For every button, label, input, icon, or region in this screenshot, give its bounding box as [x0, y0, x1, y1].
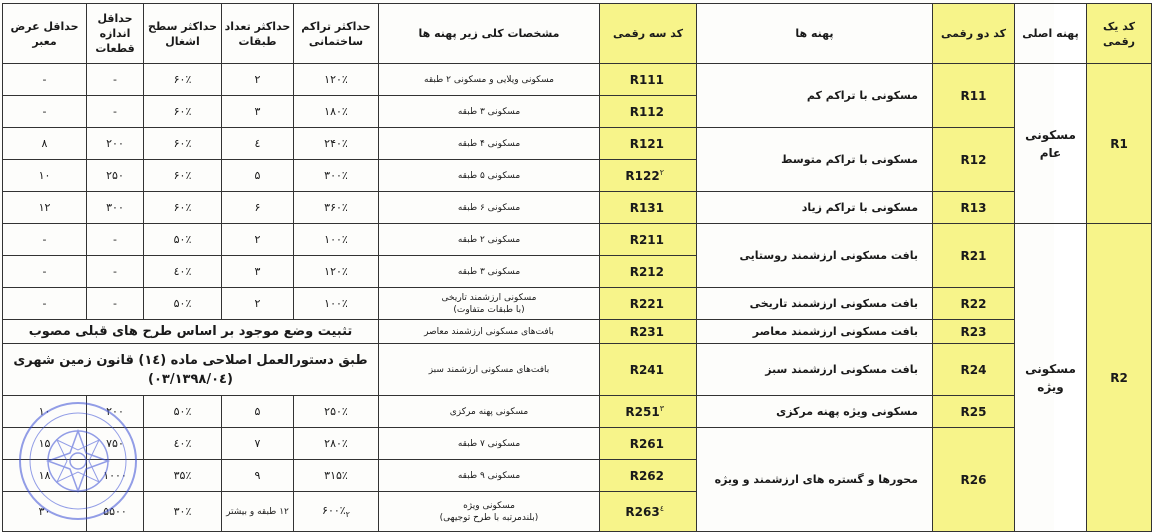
header-max-coverage: حداکثر سطح اشغال — [144, 4, 222, 64]
note-land-law-date: (۱۳۹۸/۰٤/۰۳) — [148, 371, 233, 387]
floors-r111: ۲ — [222, 64, 294, 96]
code2-r13: R13 — [933, 192, 1015, 224]
code3-r221: R221 — [600, 288, 697, 320]
spec-r262: مسکونی ۹ طبقه — [379, 460, 600, 492]
code3-r241: R241 — [600, 344, 697, 396]
density-r122: ۳۰۰٪ — [294, 160, 379, 192]
note-land-law — [3, 344, 379, 396]
plot-r211: - — [87, 224, 144, 256]
zone-r24: بافت مسکونی ارزشمند سبز — [697, 344, 933, 396]
spec-r221-line2: (با طبقات متفاوت) — [453, 304, 525, 315]
code3-r122 — [600, 160, 697, 192]
spec-r212: مسکونی ۳ طبقه — [379, 256, 600, 288]
road-r212: - — [3, 256, 87, 288]
table-row — [3, 224, 1152, 256]
coverage-r131: ۶۰٪ — [144, 192, 222, 224]
header-code3: کد سه رقمی — [600, 4, 697, 64]
density-r262: ۳۱۵٪ — [294, 460, 379, 492]
table-row — [3, 396, 1152, 428]
table-row — [3, 428, 1152, 460]
header-row — [3, 4, 1152, 64]
zone-r21: بافت مسکونی ارزشمند روستایی — [697, 224, 933, 288]
road-r121: ۸ — [3, 128, 87, 160]
spec-r241: بافت‌های مسکونی ارزشمند سبز — [379, 344, 600, 396]
code3-r112: R112 — [600, 96, 697, 128]
zone-r13: مسکونی با تراکم زیاد — [697, 192, 933, 224]
density-r131: ۳۶۰٪ — [294, 192, 379, 224]
floors-r251: ۵ — [222, 396, 294, 428]
plot-r112: - — [87, 96, 144, 128]
footnote-r251: ۳ — [659, 404, 664, 413]
code2-r12: R12 — [933, 128, 1015, 192]
spec-r221-line1: مسکونی ارزشمند تاریخی — [441, 292, 537, 303]
zone-r11: مسکونی با تراکم کم — [697, 64, 933, 128]
road-r262: ۱۸ — [3, 460, 87, 492]
coverage-r121: ۶۰٪ — [144, 128, 222, 160]
coverage-r251: ۵۰٪ — [144, 396, 222, 428]
density-r221: ۱۰۰٪ — [294, 288, 379, 320]
spec-r221 — [379, 288, 600, 320]
coverage-r221: ۵۰٪ — [144, 288, 222, 320]
floors-r263: ۱۲ طبقه و بیشتر — [222, 492, 294, 532]
footnote-r122: ۲ — [659, 168, 664, 177]
coverage-r261: ٤۰٪ — [144, 428, 222, 460]
code3-r251-label: R251 — [625, 405, 660, 419]
plot-r221: - — [87, 288, 144, 320]
spec-r263 — [379, 492, 600, 532]
header-zones: پهنه ها — [697, 4, 933, 64]
plot-r262: ۱۰۰۰ — [87, 460, 144, 492]
code3-r211: R211 — [600, 224, 697, 256]
road-r263: ۳۰ — [3, 492, 87, 532]
density-r212: ۱۲۰٪ — [294, 256, 379, 288]
road-r211: - — [3, 224, 87, 256]
table-row — [3, 344, 1152, 396]
spec-r231: بافت‌های مسکونی ارزشمند معاصر — [379, 320, 600, 344]
floors-r131: ۶ — [222, 192, 294, 224]
zone-r12: مسکونی با تراکم متوسط — [697, 128, 933, 192]
table-row — [3, 320, 1152, 344]
table-row — [3, 128, 1152, 160]
plot-r212: - — [87, 256, 144, 288]
code3-r212: R212 — [600, 256, 697, 288]
code3-r231: R231 — [600, 320, 697, 344]
floors-r121: ٤ — [222, 128, 294, 160]
plot-r251: ۲۰۰ — [87, 396, 144, 428]
code3-r122-label: R122 — [625, 169, 660, 183]
plot-r122: ۲۵۰ — [87, 160, 144, 192]
road-r221: - — [3, 288, 87, 320]
spec-r131: مسکونی ۶ طبقه — [379, 192, 600, 224]
density-r263 — [294, 492, 379, 532]
code3-r251 — [600, 396, 697, 428]
floors-r221: ۲ — [222, 288, 294, 320]
floors-r112: ۳ — [222, 96, 294, 128]
coverage-r211: ۵۰٪ — [144, 224, 222, 256]
main-zone-r2: مسکونی ویژه — [1015, 224, 1087, 532]
plot-r121: ۲۰۰ — [87, 128, 144, 160]
code2-r23: R23 — [933, 320, 1015, 344]
code2-r22: R22 — [933, 288, 1015, 320]
header-max-floors: حداکثر تعداد طبقات — [222, 4, 294, 64]
note-land-law-line1: طبق دستورالعمل اصلاحی ماده (۱٤) قانون زمین شهری — [13, 352, 368, 368]
code3-r131: R131 — [600, 192, 697, 224]
header-spec: مشخصات کلی زیر پهنه ها — [379, 4, 600, 64]
code1-r2: R2 — [1087, 224, 1152, 532]
table-row — [3, 288, 1152, 320]
code2-r26: R26 — [933, 428, 1015, 532]
header-code1: کد یک رقمی — [1087, 4, 1152, 64]
density-r261: ۲۸۰٪ — [294, 428, 379, 460]
zone-r22: بافت مسکونی ارزشمند تاریخی — [697, 288, 933, 320]
spec-r263-line2: (بلندمرتبه با طرح توجیهی) — [439, 512, 539, 523]
zoning-table — [2, 3, 1152, 532]
coverage-r111: ۶۰٪ — [144, 64, 222, 96]
code2-r25: R25 — [933, 396, 1015, 428]
floors-r212: ۳ — [222, 256, 294, 288]
header-main-zone: پهنه اصلی — [1015, 4, 1087, 64]
code1-r1: R1 — [1087, 64, 1152, 224]
zone-r26: محورها و گستره های ارزشمند و ویژه — [697, 428, 933, 532]
density-r111: ۱۲۰٪ — [294, 64, 379, 96]
code3-r263 — [600, 492, 697, 532]
spec-r251: مسکونی پهنه مرکزی — [379, 396, 600, 428]
floors-r122: ۵ — [222, 160, 294, 192]
table-row — [3, 64, 1152, 96]
spec-r263-line1: مسکونی ویژه — [463, 500, 515, 511]
table-row — [3, 192, 1152, 224]
plot-r131: ۳۰۰ — [87, 192, 144, 224]
spec-r121: مسکونی ۴ طبقه — [379, 128, 600, 160]
header-min-road: حداقل عرض معبر — [3, 4, 87, 64]
code3-r262: R262 — [600, 460, 697, 492]
floors-r262: ۹ — [222, 460, 294, 492]
density-r121: ۲۴۰٪ — [294, 128, 379, 160]
zone-r25: مسکونی ویژه پهنه مرکزی — [697, 396, 933, 428]
header-max-density: حداکثر تراکم ساختمانی — [294, 4, 379, 64]
road-r112: - — [3, 96, 87, 128]
code3-r261: R261 — [600, 428, 697, 460]
road-r261: ۱۵ — [3, 428, 87, 460]
road-r122: ۱۰ — [3, 160, 87, 192]
density-r251: ۲۵۰٪ — [294, 396, 379, 428]
header-min-plot: حداقل اندازه قطعات — [87, 4, 144, 64]
zone-r23: بافت مسکونی ارزشمند معاصر — [697, 320, 933, 344]
plot-r263: ۵۵۰۰ — [87, 492, 144, 532]
coverage-r262: ۳۵٪ — [144, 460, 222, 492]
road-r251: ۱۰ — [3, 396, 87, 428]
spec-r211: مسکونی ۲ طبقه — [379, 224, 600, 256]
coverage-r263: ۳۰٪ — [144, 492, 222, 532]
main-zone-r1: مسکونی عام — [1015, 64, 1087, 224]
spec-r122: مسکونی ۵ طبقه — [379, 160, 600, 192]
spec-r261: مسکونی ۷ طبقه — [379, 428, 600, 460]
code3-r111: R111 — [600, 64, 697, 96]
code2-r11: R11 — [933, 64, 1015, 128]
code2-r24: R24 — [933, 344, 1015, 396]
floors-r211: ۲ — [222, 224, 294, 256]
density-r211: ۱۰۰٪ — [294, 224, 379, 256]
code3-r263-label: R263 — [625, 505, 660, 519]
coverage-r112: ۶۰٪ — [144, 96, 222, 128]
note-existing-status: تثبیت وضع موجود بر اساس طرح های قبلی مصوب — [3, 320, 379, 344]
plot-r261: ۷۵۰ — [87, 428, 144, 460]
code2-r21: R21 — [933, 224, 1015, 288]
footnote-r263: ٤ — [659, 504, 664, 513]
coverage-r212: ٤۰٪ — [144, 256, 222, 288]
spec-r111: مسکونی ویلایی و مسکونی ۲ طبقه — [379, 64, 600, 96]
code3-r121: R121 — [600, 128, 697, 160]
density-r263-value: ۶۰۰٪ — [322, 503, 346, 517]
floors-r261: ۷ — [222, 428, 294, 460]
coverage-r122: ۶۰٪ — [144, 160, 222, 192]
road-r111: - — [3, 64, 87, 96]
plot-r111: - — [87, 64, 144, 96]
spec-r112: مسکونی ۳ طبقه — [379, 96, 600, 128]
header-code2: کد دو رقمی — [933, 4, 1015, 64]
density-r263-footnote: ۲ — [345, 510, 350, 520]
road-r131: ۱۲ — [3, 192, 87, 224]
density-r112: ۱۸۰٪ — [294, 96, 379, 128]
